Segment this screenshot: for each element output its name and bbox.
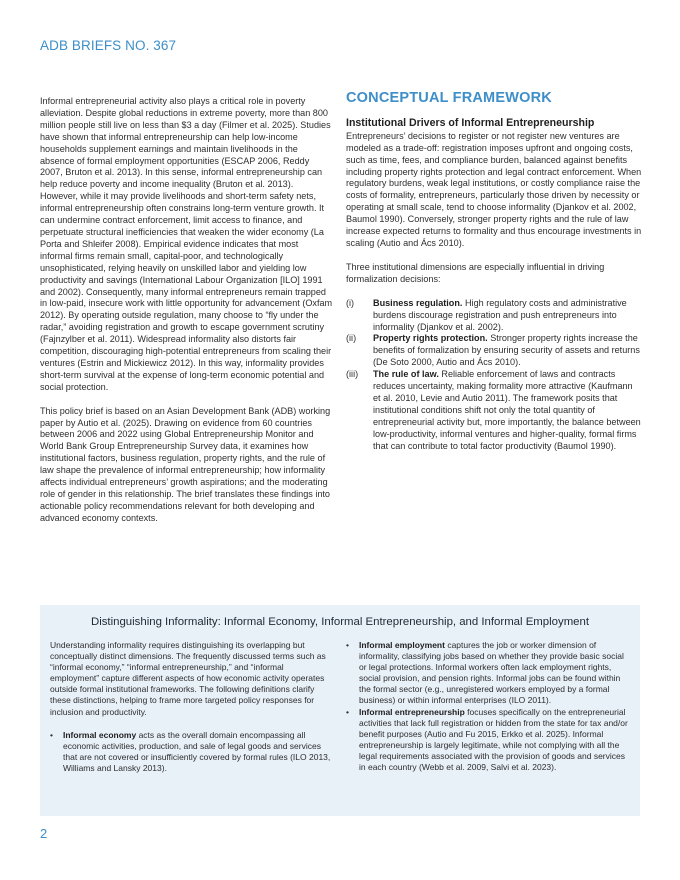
bullet-icon: •: [346, 706, 349, 717]
definition-item: [346, 640, 632, 707]
bullet-icon: •: [346, 640, 349, 650]
subheading: Institutional Drivers of Informal Entrepreneurship: [346, 116, 595, 129]
box-right-column: [346, 640, 632, 773]
definition-text: captures the job or worker dimension of informality, classifying jobs based on whether they provide basic social or legal protections. Informal workers often lack employment rights, social provision, and pension rights. Informal jobs can be found within the formal sector (e.g., unregistered workers employed by a formal business) or within informal enterprises (ILO 2011).: [359, 640, 624, 706]
definition-item: [50, 730, 335, 774]
box-title: Distinguishing Informality: Informal Economy, Informal Entrepreneurship, and Informal Employment: [90, 616, 590, 628]
right-column: [346, 90, 642, 452]
brief-header: ADB BRIEFS NO. 367: [40, 38, 177, 53]
left-column: [40, 96, 333, 525]
box-intro-paragraph: Understanding informality requires distinguishing its overlapping but conceptually distinct dimensions. The frequently discussed terms such as “informal economy,” “informal entrepreneurship,” and “informal employment” capture different aspects of how economic activity operates outside formal institutional frameworks. The following definitions clarify these distinctions, helping to frame more targeted policy responses for inclusion and productivity.: [50, 640, 326, 717]
definition-item: [346, 707, 632, 774]
dimension-text: Reliable enforcement of laws and contracts reduces uncertainty, making formality more attractive (Kaufmann et al. 2010, Levie and Autio 2011). The framework posits that institutional conditions shift not only the total quantity of entrepreneurial activity but, more importantly, the balance between low-productivity, informal ventures and higher-quality, formal firms that can contribute to total factor productivity (Baumol 1990).: [373, 369, 641, 451]
informality-definitions-box: [40, 605, 640, 816]
dimension-number: (iii): [346, 369, 359, 380]
dimension-number: (ii): [346, 333, 357, 344]
dimension-label: The rule of law.: [373, 369, 439, 380]
dimensions-intro: Three institutional dimensions are especially influential in driving formalization decisions:: [346, 261, 605, 284]
page-number: 2: [40, 826, 48, 841]
definition-text: focuses specifically on the entrepreneurial activities that lack full registration or hidden from the state for tax and/or benefit purposes (Autio and Fu 2015, Erkko et al. 2025). Informal entrepreneurship is largely legitimate, while not complying with all the legal requirements associated with the provision of goods and services in each country (Webb et al. 2009, Salvi et al. 2023).: [359, 706, 628, 773]
box-left-column: [50, 640, 335, 774]
definition-label: Informal entrepreneurship: [359, 706, 465, 717]
dimension-item: [346, 333, 642, 369]
definition-label: Informal economy: [63, 729, 137, 740]
dimension-label: Business regulation.: [373, 297, 463, 308]
dimension-label: Property rights protection.: [373, 333, 488, 344]
dimension-text: High regulatory costs and administrative burdens discourage registration and push entrepreneurs into informality (Djankov et al. 2002).: [373, 297, 627, 332]
policy-brief-paragraph: This policy brief is based on an Asian Development Bank (ADB) working paper by Autio et al. (2025). Drawing on evidence from 60 countries between 2006 and 2022 using Global Entrepreneurship Monitor and World Bank Group Entrepreneurship Survey data, it examines how institutional factors, business regulation, property rights, and the rule of law shape the prevalence of informal entrepreneurship; how informality affects individual entrepreneurs’ growth aspirations; and the moderating role of gender in this relationship. The brief translates these findings into actionable policy recommendations relevant for both developing and advanced economy contexts.: [40, 405, 331, 523]
definition-text: acts as the overall domain encompassing all economic activities, production, and sale of legal goods and services that are not covered or insufficiently covered by formal rules (ILO 2013, Williams and Lansky 2013).: [63, 729, 331, 773]
bullet-icon: •: [50, 729, 53, 740]
framework-intro-paragraph: Entrepreneurs’ decisions to register or not register new ventures are modeled as a trade-off: registration imposes upfront and ongoing costs, such as time, fees, and compliance burden, balanced against benefits including property rights protection and legal contract enforcement. When regulatory burdens, weak legal institutions, or costly compliance raise the costs of formality, entrepreneurs, particularly those driven by necessity or operating at small scale, tend to choose informality (Djankov et al. 2002, Baumol 1990). Conversely, stronger property rights and the rule of law increase expected returns to formality and thus encourage investments in scaling (Autio and Ács 2010).: [346, 130, 642, 248]
poverty-paragraph: Informal entrepreneurial activity also plays a critical role in poverty alleviation. Despite global reductions in extreme poverty, more than 800 million people still live on less than $3 a day (Filmer et al. 2025). Studies have shown that informal entrepreneurship can help low-income households supplement earnings and maintain livelihoods in the absence of formal employment opportunities (ESCAP 2006, Reddy 2007, Bruton et al. 2013). In this sense, informal entrepreneurship can help reduce poverty and income inequality (Bruton et al. 2013). However, while it may provide livelihoods and short-term safety nets, informal entrepreneurship often constrains long-term venture growth. It can undermine contract enforcement, limit access to finance, and perpetuate structural inefficiencies that weaken the wider economy (La Porta and Shleifer 2008). Empirical evidence indicates that most informal firms remain small, capital-poor, and technologically unsophisticated, relying heavily on unskilled labor and yielding low productivity and savings (International Labour Organization [ILO] 1991 and 2002). Consequently, many informal entrepreneurs remain trapped in low-paid, insecure work with little opportunity for advancement (Oxfam 2012). By operating outside regulation, many choose to “fly under the radar,” avoiding registration and growth to escape government scrutiny (Fajnzylber et al. 2011). Widespread informality also distorts fair competition, discouraging high-potential entrepreneurs from scaling their ventures (Estrin and Mickiewicz 2012). In this way, informality provides short-term survival at the expense of long-term economic potential and social protection.: [40, 96, 333, 392]
dimension-item: [346, 369, 642, 452]
dimension-number: (i): [346, 297, 355, 308]
dimension-item: [346, 298, 642, 334]
definition-label: Informal employment: [359, 640, 445, 650]
section-title: CONCEPTUAL FRAMEWORK: [346, 90, 552, 106]
dimension-text: Stronger property rights increase the benefits of formalization by ensuring security of assets and returns (De Soto 2000, Autio and Ács 2010).: [373, 333, 640, 368]
